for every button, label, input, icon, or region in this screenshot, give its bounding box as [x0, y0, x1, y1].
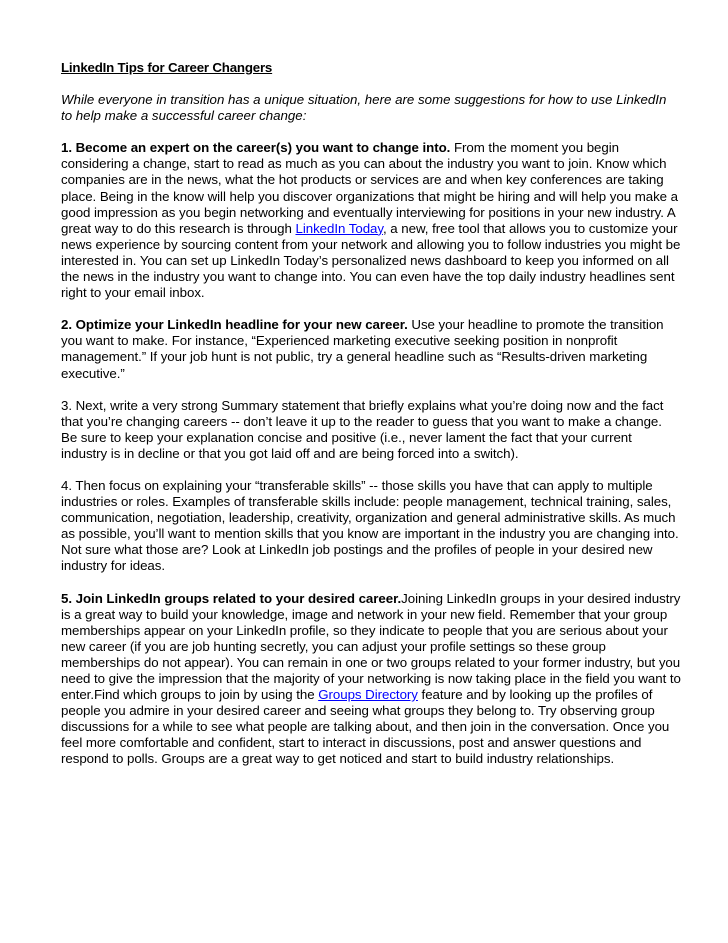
tip-5-text-b: feature and by looking up the profiles of people you admire in your desired career and seeing what groups they belong to. Try observing group discussions for a while to see what people are talking about, and then join in the conversation. Once you feel more comfortable and confident, start to interact in discussions, post and answer questions and respond to polls. Groups are a great way to get noticed and start to build industry relationships. — [61, 687, 670, 767]
tip-5-text-a: Joining LinkedIn groups in your desired industry is a great way to build your knowledge, image and network in your new field. Remember that your group memberships appear on your LinkedIn profile, so they indicate to people that you are serious about your new career (if you are job hunting secretly, you can adjust your profile settings so these group memberships do not appear). You can remain in one or two groups related to your former industry, but you need to give the impression that the majority of your networking is now taking place in the field you want to enter.Find which groups to join by using the — [61, 590, 681, 703]
tip-1-text-b: , a new, free tool that allows you to customize your news experience by sourcing content from your network and allowing you to follow industries you might be interested in. You can set up LinkedIn Today’s personalized news dashboard to keep you informed on all the news in the industry you want to change into. You can even have the top daily industry headlines sent right to your email inbox. — [61, 220, 681, 301]
intro-paragraph: While everyone in transition has a unique situation, here are some suggestions for how to use LinkedIn to help make a successful career change: — [61, 92, 667, 124]
document-title: LinkedIn Tips for Career Changers — [61, 60, 273, 75]
tip-1-paragraph — [61, 140, 681, 301]
linkedin-today-link[interactable]: LinkedIn Today — [295, 220, 383, 236]
tip-5-paragraph — [61, 591, 681, 768]
tip-1-heading: 1. Become an expert on the career(s) you want to change into. — [61, 140, 451, 156]
tip-3-paragraph: 3. Next, write a very strong Summary statement that briefly explains what you’re doing now and the fact that you’re changing careers -- don’t leave it up to the reader to guess that you want to make a change. Be sure to keep your explanation concise and positive (i.e., never lament the fact that your current industry is in decline or that you got laid off and are being forced into a switch). — [61, 397, 664, 461]
groups-directory-link[interactable]: Groups Directory — [318, 687, 418, 703]
tip-1-text-a: From the moment you begin considering a change, start to read as much as you can about the industry you want to join. Know which companies are in the news, what the hot products or services are and when key conferences are taking place. Being in the know will help you discover organizations that might be hiring and will help you make a good impression as you begin networking and eventually interviewing for positions in your new industry. A great way to do this research is through — [61, 140, 679, 236]
tip-2-paragraph — [61, 317, 681, 381]
tip-4-paragraph: 4. Then focus on explaining your “transferable skills” -- those skills you have that can apply to multiple industries or roles. Examples of transferable skills include: people management, technical training, sales, communication, negotiation, leadership, creativity, organization and general administrative skills. As much as possible, you’ll want to mention skills that you know are important in the industry you are changing into. Not sure what those are? Look at LinkedIn job postings and the profiles of people in your desired new industry for ideas. — [61, 477, 679, 574]
tip-2-heading: 2. Optimize your LinkedIn headline for your new career. — [61, 317, 408, 333]
tip-5-heading: 5. Join LinkedIn groups related to your desired career. — [61, 590, 402, 606]
tip-2-text: Use your headline to promote the transition you want to make. For instance, “Experienced marketing executive seeking position in nonprofit management.” If your job hunt is not public, try a general headline such as “Results-driven marketing executive.” — [61, 317, 664, 381]
document-page — [61, 60, 681, 784]
